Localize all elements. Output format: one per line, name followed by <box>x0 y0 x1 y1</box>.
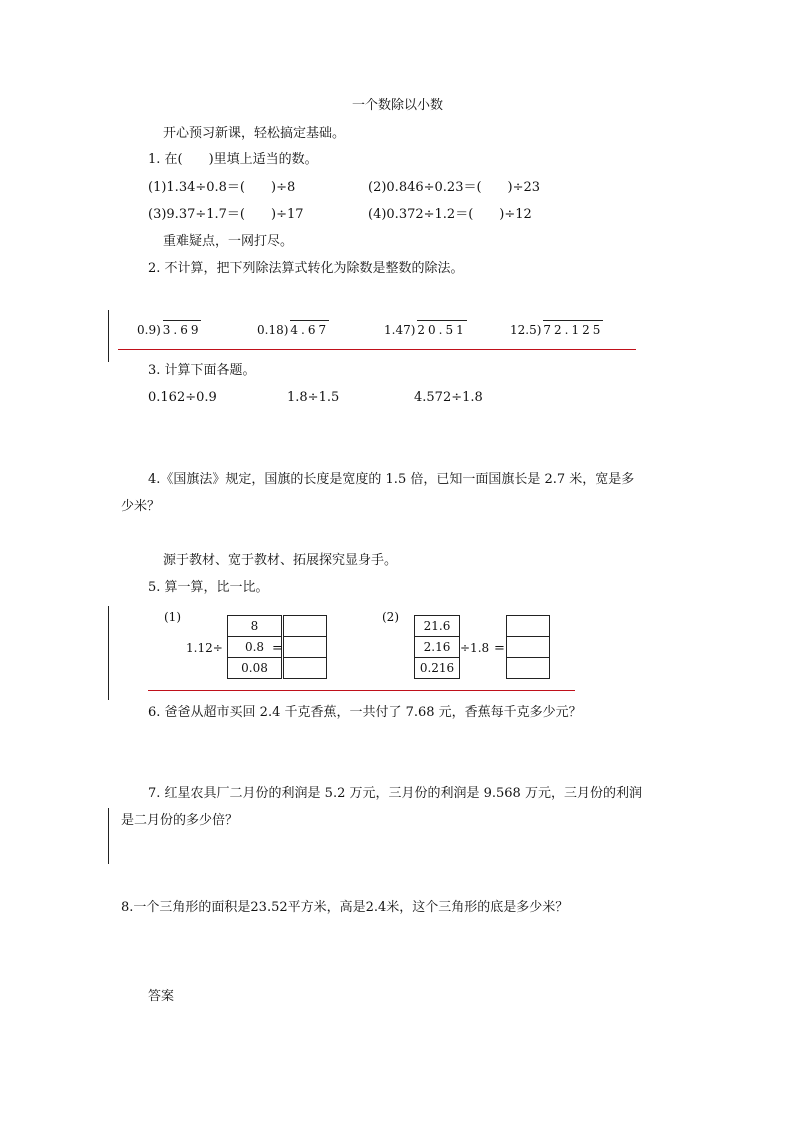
dividend: 20.51 <box>417 320 466 337</box>
q6-text: 6. 爸爸从超市买回 2.4 千克香蕉，一共付了 7.68 元，香蕉每千克多少元？ <box>148 705 582 720</box>
answer-box[interactable] <box>507 637 549 658</box>
q5-prompt: 5. 算一算，比一比。 <box>148 580 269 595</box>
q5-part2-label: (2) <box>382 610 399 624</box>
q1-item-4: (4)0.372÷1.2＝( )÷12 <box>368 207 532 222</box>
margin-bar <box>108 310 109 362</box>
dividend: 4.67 <box>290 320 329 337</box>
margin-bar <box>108 808 109 864</box>
section-heading-preview: 开心预习新课，轻松搞定基础。 <box>163 126 346 141</box>
q8-text: 8.一个三角形的面积是23.52平方米，高是2.4米，这个三角形的底是多少米？ <box>121 900 569 915</box>
dividend: 3.69 <box>163 320 202 337</box>
q7-line-2: 是二月份的多少倍？ <box>121 813 239 828</box>
answer-heading: 答案 <box>148 989 175 1004</box>
value-cell: 2.16 <box>415 637 459 658</box>
q1-item-2: (2)0.846÷0.23＝( )÷23 <box>368 180 541 195</box>
answer-box[interactable] <box>284 616 326 637</box>
q3-item-1: 0.162÷0.9 <box>148 390 217 405</box>
q1-prompt: 1. 在( )里填上适当的数。 <box>148 152 318 167</box>
long-division-3 <box>384 320 467 337</box>
q2-prompt: 2. 不计算，把下列除法算式转化为除数是整数的除法。 <box>148 261 464 276</box>
q5-part2-answers[interactable] <box>506 615 550 679</box>
q3-item-3: 4.572÷1.8 <box>414 390 483 405</box>
value-cell: 21.6 <box>415 616 459 637</box>
answer-box[interactable] <box>507 658 549 678</box>
q5-part1-prefix: 1.12÷ <box>186 641 223 655</box>
margin-bar <box>108 606 109 700</box>
answer-box[interactable] <box>507 616 549 637</box>
long-division-1 <box>137 320 201 337</box>
q7-line-1: 7. 红星农具厂二月份的利润是 5.2 万元，三月份的利润是 9.568 万元，三月份的利润 <box>148 786 642 801</box>
q4-line-1: 4.《国旗法》规定，国旗的长度是宽度的 1.5 倍，已知一面国旗长是 2.7 米，宽是多 <box>148 472 635 487</box>
long-division-2 <box>257 320 329 337</box>
section-heading-extend: 源于教材、宽于教材、拓展探究显身手。 <box>163 553 398 568</box>
q5-part1-answers[interactable] <box>283 615 327 679</box>
divisor: 1.47) <box>384 323 416 337</box>
divisor: 0.9) <box>137 323 161 337</box>
q5-part1-label: (1) <box>164 610 181 624</box>
value-cell: 0.8 <box>228 637 281 658</box>
section-heading-difficult: 重难疑点，一网打尽。 <box>163 234 294 249</box>
answer-box[interactable] <box>284 637 326 658</box>
q1-item-1: (1)1.34÷0.8＝( )÷8 <box>148 180 296 195</box>
q1-item-3: (3)9.37÷1.7＝( )÷17 <box>148 207 304 222</box>
dividend: 72.125 <box>543 320 603 337</box>
page-title: 一个数除以小数 <box>352 98 444 113</box>
q5-part1-equals: = <box>272 641 283 656</box>
divisor: 0.18) <box>257 323 289 337</box>
value-cell: 8 <box>228 616 281 637</box>
q3-item-2: 1.8÷1.5 <box>287 390 340 405</box>
long-division-4 <box>510 320 603 337</box>
value-cell: 0.08 <box>241 661 268 675</box>
value-cell: 0.216 <box>419 661 455 675</box>
q5-part2-equals: = <box>494 641 505 656</box>
q4-line-2: 少米？ <box>121 499 161 514</box>
red-divider <box>118 349 636 350</box>
divisor: 12.5) <box>510 323 542 337</box>
q3-prompt: 3. 计算下面各题。 <box>148 363 256 378</box>
answer-box[interactable] <box>284 658 326 678</box>
q5-part2-values <box>414 615 460 679</box>
red-divider <box>148 690 575 691</box>
q5-part2-suffix: ÷1.8 <box>460 641 490 655</box>
